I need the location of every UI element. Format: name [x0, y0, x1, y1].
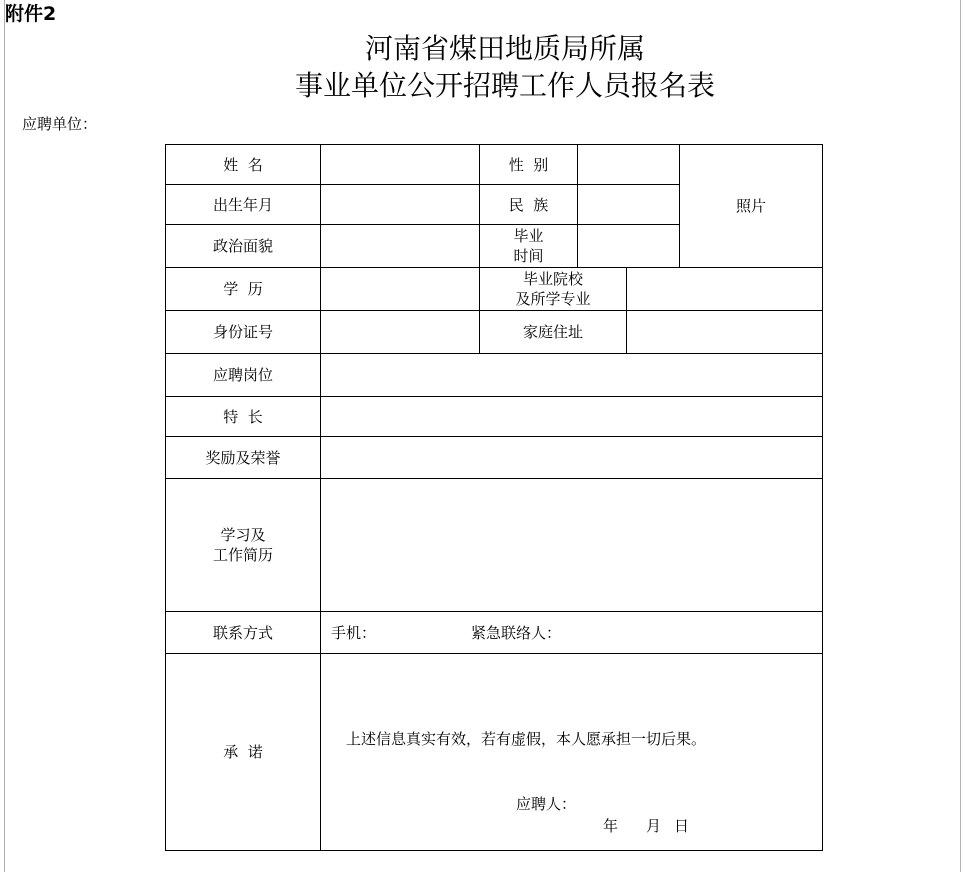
ethnicity-label: 民 族: [480, 185, 578, 225]
graduation-time-label: [480, 225, 578, 268]
history-label-line-1: 学习及: [220, 526, 266, 544]
name-field[interactable]: [321, 145, 480, 185]
page-left-border: [4, 0, 5, 872]
form-title-line-2: 事业单位公开招聘工作人员报名表: [294, 69, 715, 102]
page-right-border: [960, 0, 961, 872]
birth-date-field[interactable]: [321, 185, 480, 225]
gender-field[interactable]: [578, 145, 680, 185]
birth-date-label: 出生年月: [166, 185, 321, 225]
home-address-field[interactable]: [627, 311, 823, 354]
year-label: 年: [602, 817, 618, 835]
political-status-field[interactable]: [321, 225, 480, 268]
applying-unit-label: 应聘单位：: [22, 115, 98, 133]
history-label: [166, 479, 321, 612]
graduation-time-label-line-1: 毕业: [513, 227, 544, 245]
graduation-time-field[interactable]: [578, 225, 680, 268]
id-number-label: 身份证号: [166, 311, 321, 354]
mobile-label: 手机：: [331, 623, 377, 642]
signature-date: [588, 816, 689, 836]
photo-box[interactable]: 照片: [680, 145, 823, 268]
political-status-label: 政治面貌: [166, 225, 321, 268]
registration-form-table: [165, 144, 823, 851]
month-label: 月: [645, 817, 661, 835]
history-label-line-2: 工作简历: [212, 546, 273, 564]
name-label: 姓 名: [166, 145, 321, 185]
awards-field[interactable]: [321, 437, 823, 479]
attachment-label: 附件2: [5, 3, 57, 25]
specialty-field[interactable]: [321, 397, 823, 437]
specialty-label: 特 长: [166, 397, 321, 437]
pledge-field[interactable]: [321, 654, 823, 851]
applicant-signature-label: 应聘人：: [516, 795, 577, 813]
home-address-label: 家庭住址: [480, 311, 627, 354]
education-field[interactable]: [321, 268, 480, 311]
school-major-label: [480, 268, 627, 311]
contact-field[interactable]: [321, 612, 823, 654]
contact-label: 联系方式: [166, 612, 321, 654]
position-field[interactable]: [321, 354, 823, 397]
position-label: 应聘岗位: [166, 354, 321, 397]
pledge-statement: 上述信息真实有效，若有虚假，本人愿承担一切后果。: [346, 730, 707, 748]
id-number-field[interactable]: [321, 311, 480, 354]
emergency-contact-label: 紧急联络人：: [471, 623, 562, 642]
day-label: 日: [674, 817, 690, 835]
history-field[interactable]: [321, 479, 823, 612]
awards-label: 奖励及荣誉: [166, 437, 321, 479]
graduation-time-label-line-2: 时间: [513, 247, 544, 265]
school-major-label-line-2: 及所学专业: [515, 290, 591, 308]
school-major-field[interactable]: [627, 268, 823, 311]
pledge-label: 承 诺: [166, 654, 321, 851]
form-title-line-1: 河南省煤田地质局所属: [364, 32, 645, 65]
gender-label: 性 别: [480, 145, 578, 185]
ethnicity-field[interactable]: [578, 185, 680, 225]
education-label: 学 历: [166, 268, 321, 311]
school-major-label-line-1: 毕业院校: [522, 270, 583, 288]
